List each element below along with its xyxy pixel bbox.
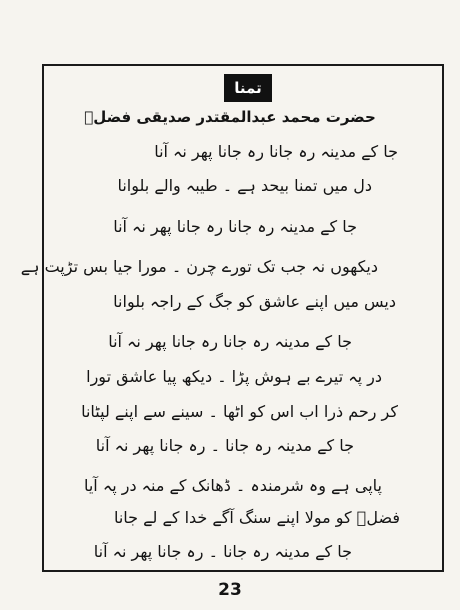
poem-line: جا کے مدینہ رہ جانا رہ جانا پھر نہ آنا: [108, 332, 352, 351]
poem-line: جا کے مدینہ رہ جانا رہ جانا پھر نہ آنا: [154, 142, 398, 161]
poem-line: دیکھوں نہ جب تک تورے چرن ۔ مورا جیا بس تڑپت ہے: [20, 257, 378, 276]
poem-line: دیس میں اپنے عاشق کو جگ کے راجہ بلوانا: [113, 292, 396, 311]
poem-title: تمنا: [224, 74, 272, 102]
poem-line: جا کے مدینہ رہ جانا ۔ رہ جانا پھر نہ آنا: [95, 436, 354, 455]
page-number: 23: [218, 580, 242, 600]
poem-author: حضرت محمد عبدالمقتدر صدیقی فضلؔ: [84, 108, 376, 126]
poem-line: فضلؔ کو مولا اپنے سنگ آگے خدا کے لے جانا: [113, 508, 400, 527]
poem-line: پاپی ہے وہ شرمندہ ۔ ڈھانک کے منہ در پہ آیا: [83, 476, 382, 495]
poem-line: دل میں تمنا بیحد ہے ۔ طیبہ والے بلوانا: [117, 176, 372, 195]
poem-line: جا کے مدینہ رہ جانا رہ جانا پھر نہ آنا: [113, 217, 357, 236]
poem-line: جا کے مدینہ رہ جانا ۔ رہ جانا پھر نہ آنا: [93, 542, 352, 561]
page-frame: [42, 64, 444, 572]
poem-line: در پہ تیرے بے ہوش پڑا ۔ دیکھ پیا عاشق تورا: [86, 367, 382, 386]
poem-line: کر رحم ذرا اب اس کو اٹھا ۔ سینے سے اپنے لپٹانا: [81, 402, 398, 421]
